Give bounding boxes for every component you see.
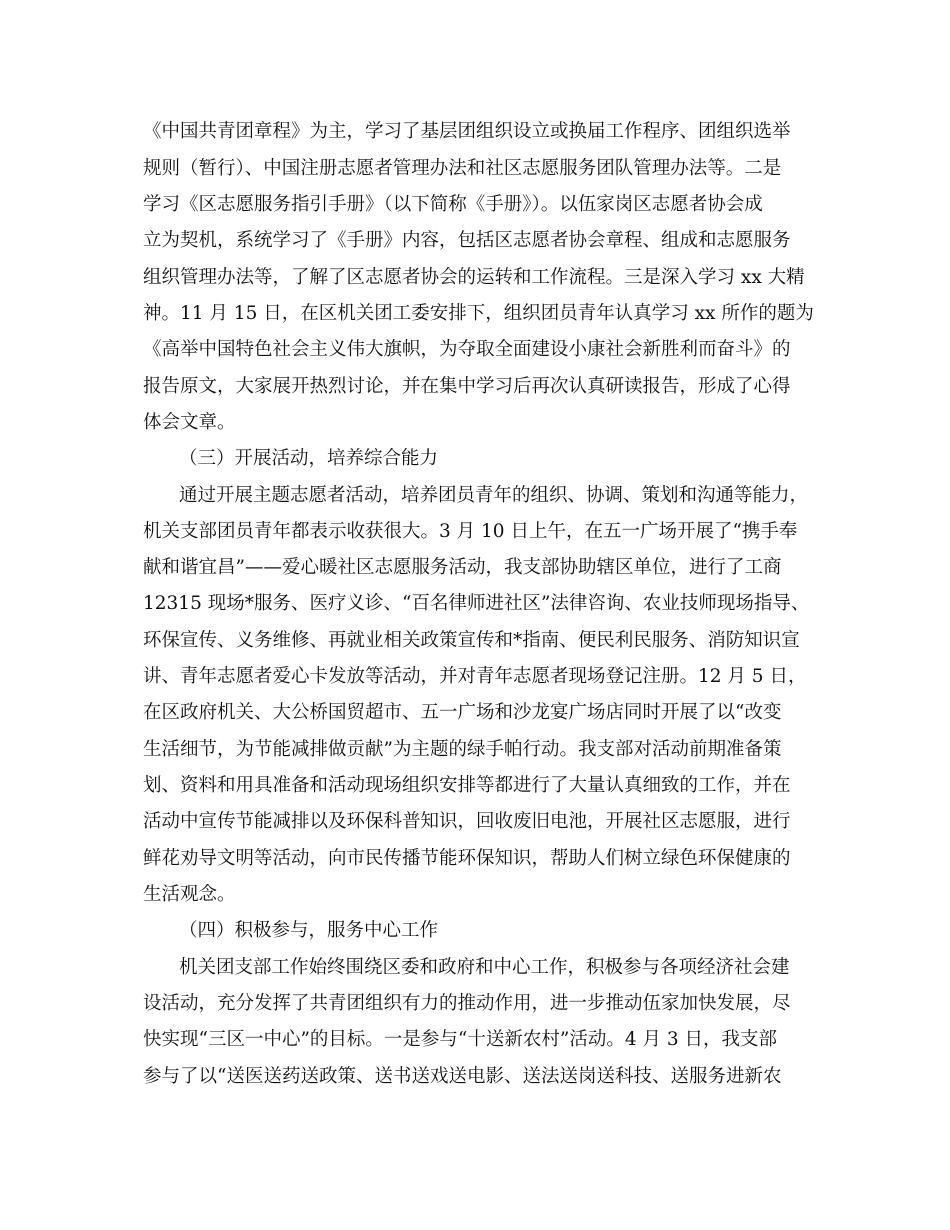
paragraph-line: 报告原文，大家展开热烈讨论，并在集中学习后再次认真研读报告，形成了心得 (143, 376, 791, 397)
paragraph-line: 讲、青年志愿者爱心卡发放等活动，并对青年志愿者现场登记注册。12 月 5 日， (143, 666, 807, 687)
paragraph-line: 在区政府机关、大公桥国贸超市、五一广场和沙龙宴广场店同时开展了以“改变 (143, 702, 782, 723)
paragraph-line: 快实现“三区一中心”的目标。一是参与“十送新农村”活动。4 月 3 日，我支部 (143, 1029, 778, 1050)
paragraph-line: 体会文章。 (143, 412, 236, 433)
paragraph-line: 通过开展主题志愿者活动，培养团员青年的组织、协调、策划和沟通等能力， (179, 485, 809, 506)
paragraph-line: 神。11 月 15 日，在区机关团工委安排下，组织团员青年认真学习 xx 所作的题为 (143, 303, 814, 324)
paragraph-line: 环保宣传、义务维修、再就业相关政策宣传和*指南、便民利民服务、消防知识宣 (143, 630, 800, 651)
section-heading: （三）开展活动，培养综合能力 (179, 448, 439, 469)
paragraph-line: 机关支部团员青年都表示收获很大。3 月 10 日上午，在五一广场开展了“携手奉 (143, 521, 798, 542)
paragraph-line: 《高举中国特色社会主义伟大旗帜，为夺取全面建设小康社会新胜利而奋斗》的 (143, 339, 791, 360)
paragraph-line: 鲜花劝导文明等活动，向市民传播节能环保知识，帮助人们树立绿色环保健康的 (143, 848, 791, 869)
section-heading: （四）积极参与，服务中心工作 (179, 920, 439, 941)
paragraph-line: 12315 现场*服务、医疗义诊、“百名律师进社区”法律咨询、农业技师现场指导、 (143, 593, 810, 614)
paragraph-line: 活动中宣传节能减排以及环保科普知识，回收废旧电池，开展社区志愿服，进行 (143, 811, 791, 832)
paragraph-line: 生活细节，为节能减排做贡献”为主题的绿手帕行动。我支部对活动前期准备策 (143, 739, 782, 760)
paragraph-line: 生活观念。 (143, 884, 236, 905)
paragraph-line: 《中国共青团章程》为主，学习了基层团组织设立或换届工作程序、团组织选举 (143, 121, 791, 142)
paragraph-line: 划、资料和用具准备和活动现场组织安排等都进行了大量认真细致的工作，并在 (143, 775, 791, 796)
paragraph-line: 机关团支部工作始终围绕区委和政府和中心工作，积极参与各项经济社会建 (179, 957, 790, 978)
paragraph-line: 组织管理办法等，了解了区志愿者协会的运转和工作流程。三是深入学习 xx 大精 (143, 267, 805, 288)
paragraph-line: 规则（暂行）、中国注册志愿者管理办法和社区志愿服务团队管理办法等。二是 (143, 158, 782, 179)
paragraph-line: 参与了以“送医送药送政策、送书送戏送电影、送法送岗送科技、送服务进新农 (143, 1066, 782, 1087)
paragraph-line: 设活动，充分发挥了共青团组织有力的推动作用，进一步推动伍家加快发展，尽 (143, 993, 791, 1014)
paragraph-line: 学习《区志愿服务指引手册》（以下简称《手册》）。以伍家岗区志愿者协会成 (143, 194, 763, 215)
paragraph-line: 献和谐宜昌”——爱心暖社区志愿服务活动，我支部协助辖区单位，进行了工商 (143, 557, 782, 578)
paragraph-line: 立为契机，系统学习了《手册》内容，包括区志愿者协会章程、组成和志愿服务 (143, 230, 791, 251)
